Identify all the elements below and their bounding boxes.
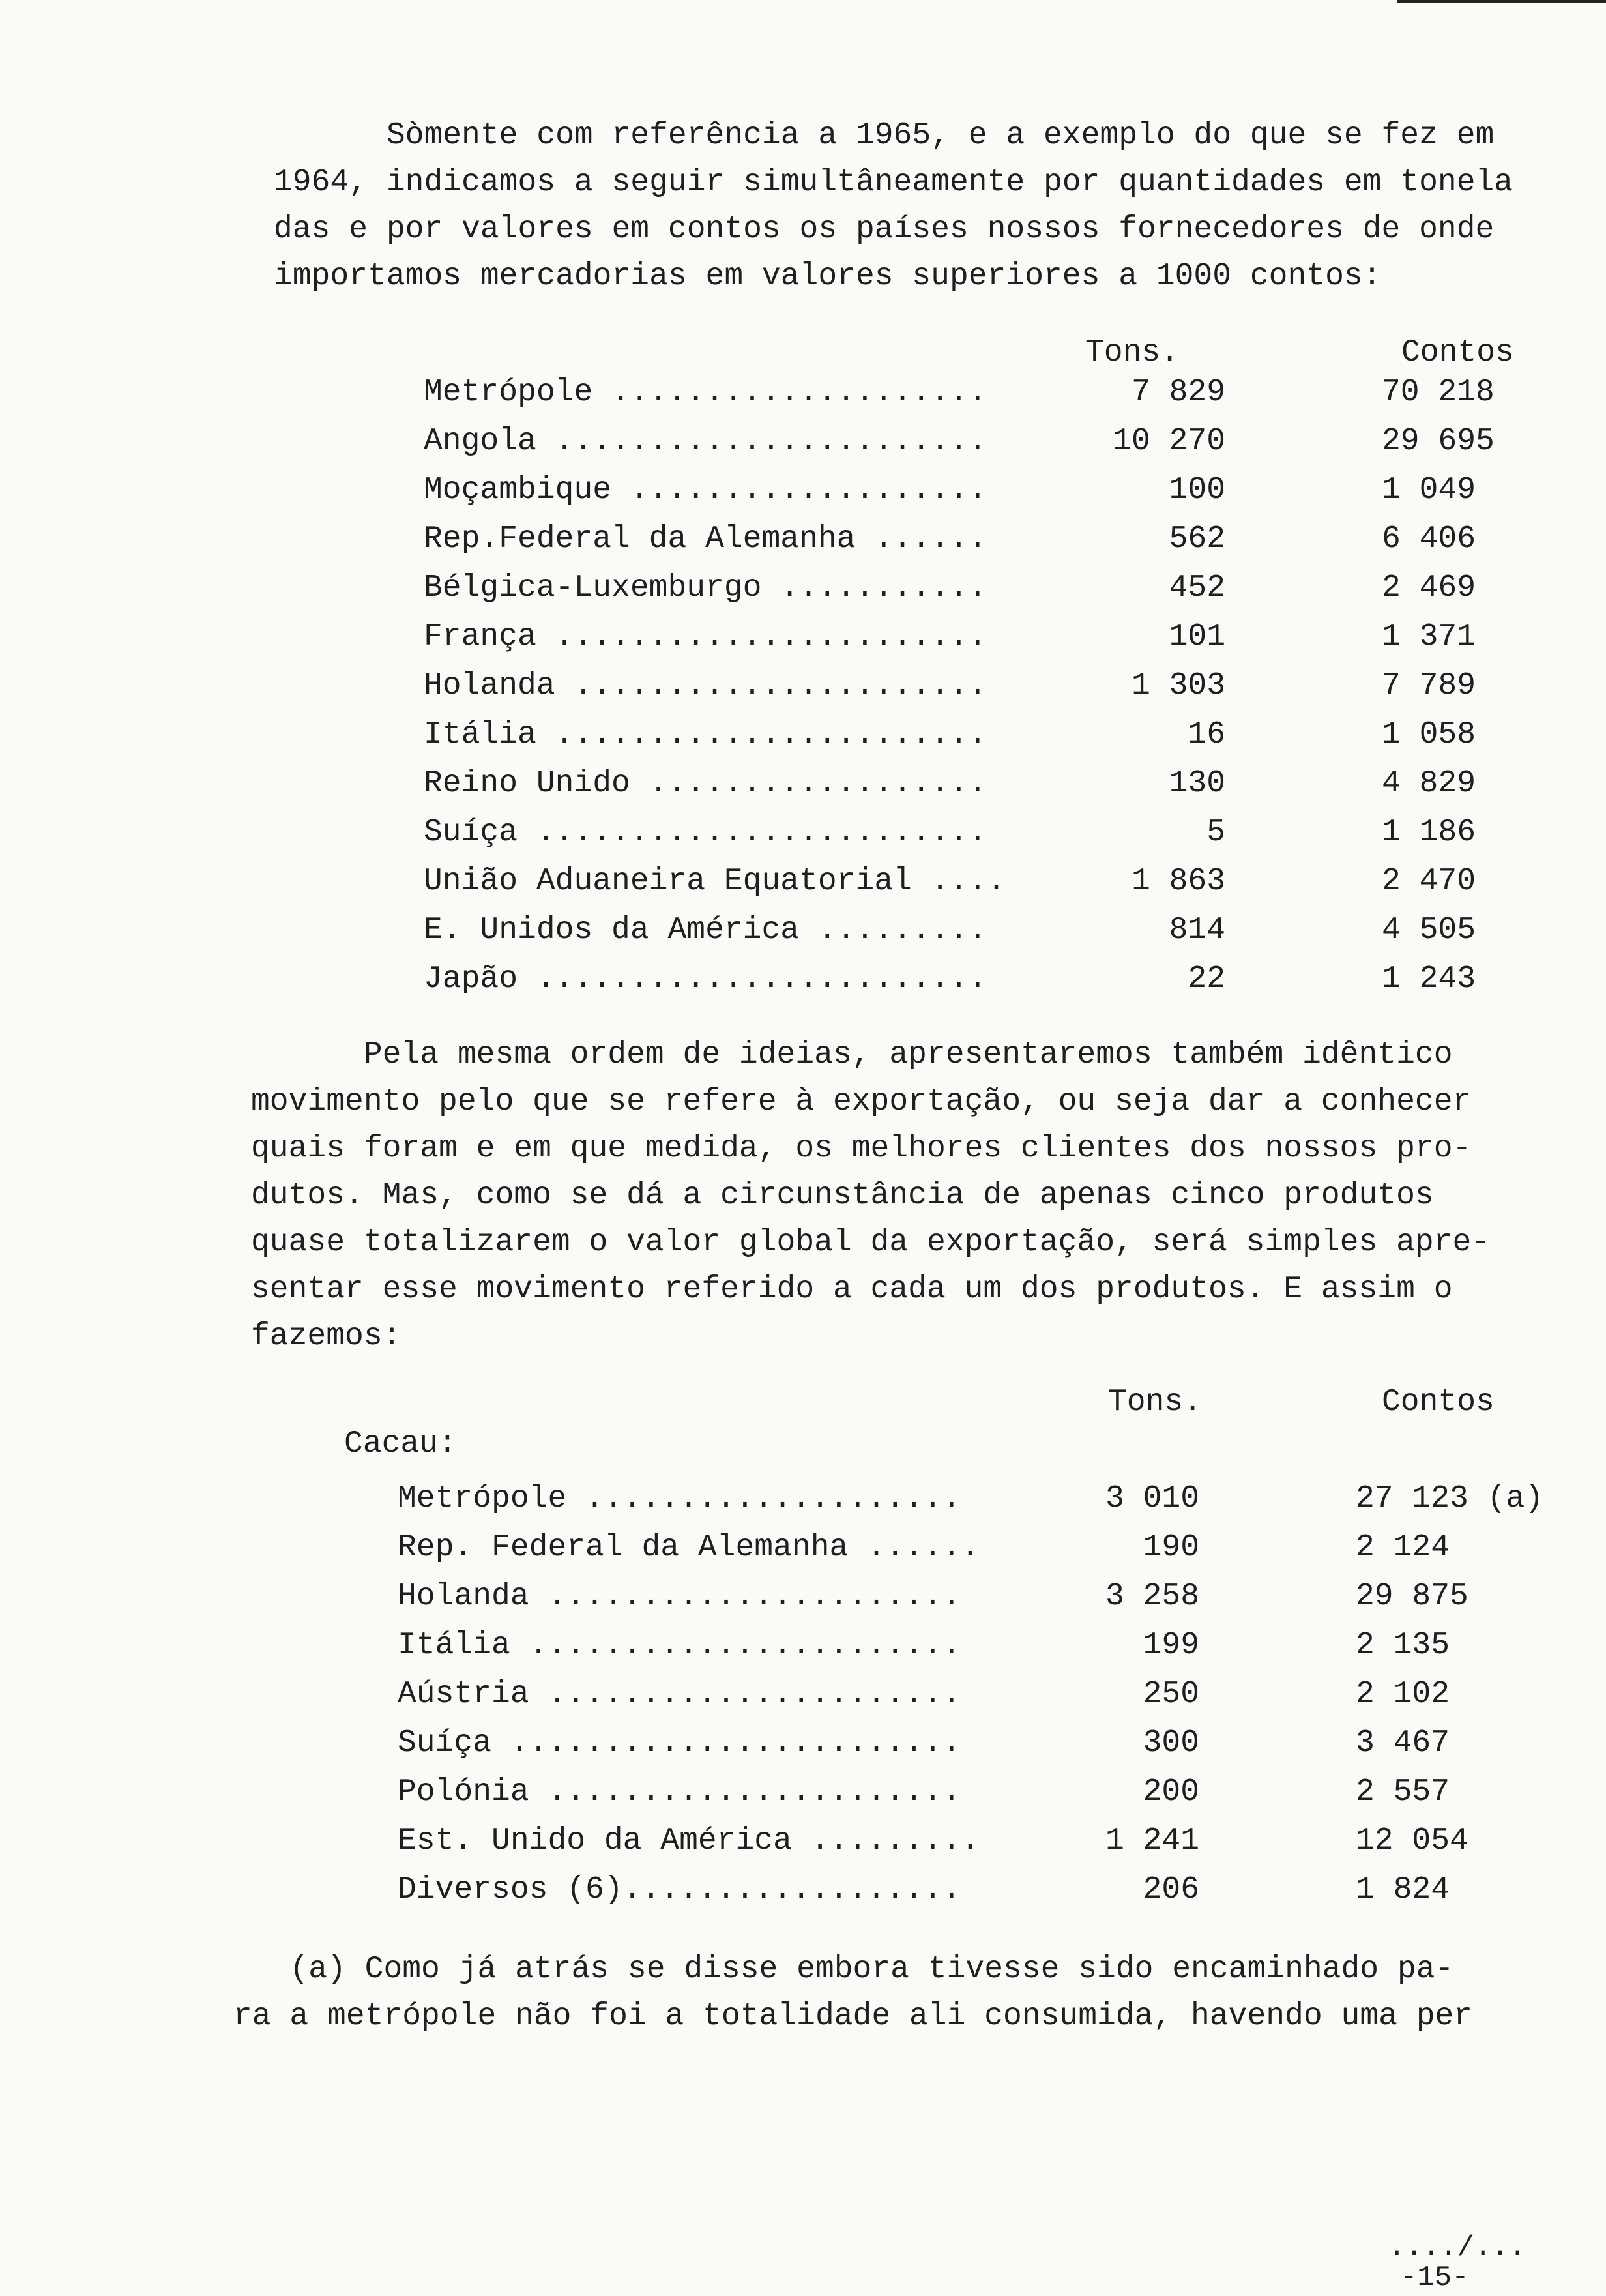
row-contos: 1 049: [1382, 473, 1476, 508]
row-label: Metrópole ....................: [398, 1481, 961, 1516]
row-label: Est. Unido da América .........: [398, 1823, 980, 1859]
intro-line: 1964, indicamos a seguir simultâneamente por quantidades em tonela: [274, 165, 1513, 200]
row-label: Holanda ......................: [424, 668, 987, 703]
row-contos: 27 123 (a): [1356, 1481, 1544, 1516]
table-row: [424, 613, 1532, 662]
table-row: [424, 417, 1532, 466]
row-label: Aústria ......................: [398, 1677, 961, 1712]
middle-paragraph: [251, 1031, 1490, 1360]
table-row: [398, 1621, 1545, 1670]
table-row: [398, 1866, 1545, 1915]
table-row: [398, 1670, 1545, 1719]
row-contos: 1 371: [1382, 619, 1476, 655]
table-row: [424, 955, 1532, 1004]
row-tons: 562: [1169, 522, 1225, 557]
table-row: [398, 1817, 1545, 1866]
row-tons: 300: [1143, 1726, 1199, 1761]
row-contos: 1 058: [1382, 717, 1476, 752]
row-label: Itália .......................: [424, 717, 987, 752]
row-label: Reino Unido ..................: [424, 766, 987, 801]
row-tons: 130: [1169, 766, 1225, 801]
table-row: [424, 466, 1532, 515]
exports-table: [398, 1475, 1545, 1915]
intro-line: importamos mercadorias em valores superiores a 1000 contos:: [274, 259, 1382, 294]
intro-line: Sòmente com referência a 1965, e a exemplo do que se fez em: [274, 118, 1495, 153]
row-tons: 16: [1188, 717, 1225, 752]
row-label: Bélgica-Luxemburgo ...........: [424, 570, 987, 606]
row-contos: 29 695: [1382, 424, 1495, 459]
row-contos: 2 557: [1356, 1774, 1450, 1810]
page-number: -15-: [1400, 2261, 1469, 2294]
row-contos: 70 218: [1382, 375, 1495, 410]
footnote: [233, 1946, 1472, 2040]
imports-table: [424, 368, 1532, 1004]
middle-line: quais foram e em que medida, os melhores clientes dos nossos pro-: [251, 1131, 1472, 1166]
middle-line: fazemos:: [251, 1319, 402, 1354]
row-contos: 1 243: [1382, 962, 1476, 997]
intro-paragraph: [274, 112, 1513, 300]
row-label: França .......................: [424, 619, 987, 655]
imports-header-contos: Contos: [1401, 335, 1514, 370]
row-tons: 3 258: [1105, 1579, 1199, 1614]
row-contos: 2 470: [1382, 864, 1476, 899]
row-contos: 29 875: [1356, 1579, 1468, 1614]
table-row: [398, 1768, 1545, 1817]
row-tons: 3 010: [1105, 1481, 1199, 1516]
middle-line: dutos. Mas, como se dá a circunstância de apenas cinco produtos: [251, 1178, 1434, 1213]
row-tons: 206: [1143, 1872, 1199, 1907]
row-label: Diversos (6)..................: [398, 1872, 961, 1907]
table-row: [424, 368, 1532, 417]
row-tons: 1 303: [1131, 668, 1225, 703]
row-contos: 2 469: [1382, 570, 1476, 606]
row-label: Moçambique ...................: [424, 473, 987, 508]
row-tons: 100: [1169, 473, 1225, 508]
exports-category-cacau: Cacau:: [344, 1426, 457, 1462]
table-row: [424, 906, 1532, 955]
row-contos: 2 135: [1356, 1628, 1450, 1663]
table-row: [424, 515, 1532, 564]
exports-header-tons: Tons.: [1108, 1385, 1203, 1420]
table-row: [424, 857, 1532, 906]
footnote-line: (a) Como já atrás se disse embora tivesse sido encaminhado pa-: [233, 1952, 1454, 1987]
row-tons: 1 863: [1131, 864, 1225, 899]
row-contos: 2 102: [1356, 1677, 1450, 1712]
row-tons: 7 829: [1131, 375, 1225, 410]
row-contos: 4 829: [1382, 766, 1476, 801]
row-tons: 814: [1169, 913, 1225, 948]
row-contos: 4 505: [1382, 913, 1476, 948]
row-contos: 1 824: [1356, 1872, 1450, 1907]
row-label: Suíça ........................: [424, 815, 987, 850]
row-label: Polónia ......................: [398, 1774, 961, 1810]
table-row: [424, 808, 1532, 857]
row-tons: 199: [1143, 1628, 1199, 1663]
page-continuation-marker: ..../...: [1388, 2231, 1526, 2264]
row-label: E. Unidos da América .........: [424, 913, 987, 948]
row-contos: 6 406: [1382, 522, 1476, 557]
row-tons: 5: [1206, 815, 1225, 850]
row-label: Rep. Federal da Alemanha ......: [398, 1530, 980, 1565]
row-label: Metrópole ....................: [424, 375, 987, 410]
table-row: [398, 1719, 1545, 1768]
row-contos: 12 054: [1356, 1823, 1468, 1859]
row-label: Japão ........................: [424, 962, 987, 997]
row-tons: 452: [1169, 570, 1225, 606]
table-row: [398, 1475, 1545, 1523]
table-row: [424, 759, 1532, 808]
row-contos: 2 124: [1356, 1530, 1450, 1565]
row-tons: 22: [1188, 962, 1225, 997]
row-label: Suíça ........................: [398, 1726, 961, 1761]
row-tons: 10 270: [1113, 424, 1225, 459]
footnote-line: ra a metrópole não foi a totalidade ali consumida, havendo uma per: [233, 1999, 1473, 2034]
row-contos: 1 186: [1382, 815, 1476, 850]
table-row: [424, 711, 1532, 759]
row-label: Holanda ......................: [398, 1579, 961, 1614]
row-contos: 3 467: [1356, 1726, 1450, 1761]
intro-line: das e por valores em contos os países nossos fornecedores de onde: [274, 212, 1495, 247]
table-row: [424, 564, 1532, 613]
row-tons: 101: [1169, 619, 1225, 655]
row-label: Itália .......................: [398, 1628, 961, 1663]
table-row: [398, 1572, 1545, 1621]
row-tons: 200: [1143, 1774, 1199, 1810]
table-row: [424, 662, 1532, 711]
middle-line: movimento pelo que se refere à exportação, ou seja dar a conhecer: [251, 1084, 1472, 1119]
exports-header-contos: Contos: [1382, 1385, 1495, 1420]
top-rule: [1397, 0, 1606, 3]
row-contos: 7 789: [1382, 668, 1476, 703]
row-label: Angola .......................: [424, 424, 987, 459]
middle-line: sentar esse movimento referido a cada um dos produtos. E assim o: [251, 1272, 1453, 1307]
table-row: [398, 1523, 1545, 1572]
row-tons: 1 241: [1105, 1823, 1199, 1859]
row-label: União Aduaneira Equatorial ....: [424, 864, 1006, 899]
middle-line: quase totalizarem o valor global da exportação, será simples apre-: [251, 1225, 1491, 1260]
row-tons: 250: [1143, 1677, 1199, 1712]
row-tons: 190: [1143, 1530, 1199, 1565]
imports-header-tons: Tons.: [1085, 335, 1180, 370]
middle-line: Pela mesma ordem de ideias, apresentaremos também idêntico: [251, 1037, 1453, 1072]
row-label: Rep.Federal da Alemanha ......: [424, 522, 987, 557]
